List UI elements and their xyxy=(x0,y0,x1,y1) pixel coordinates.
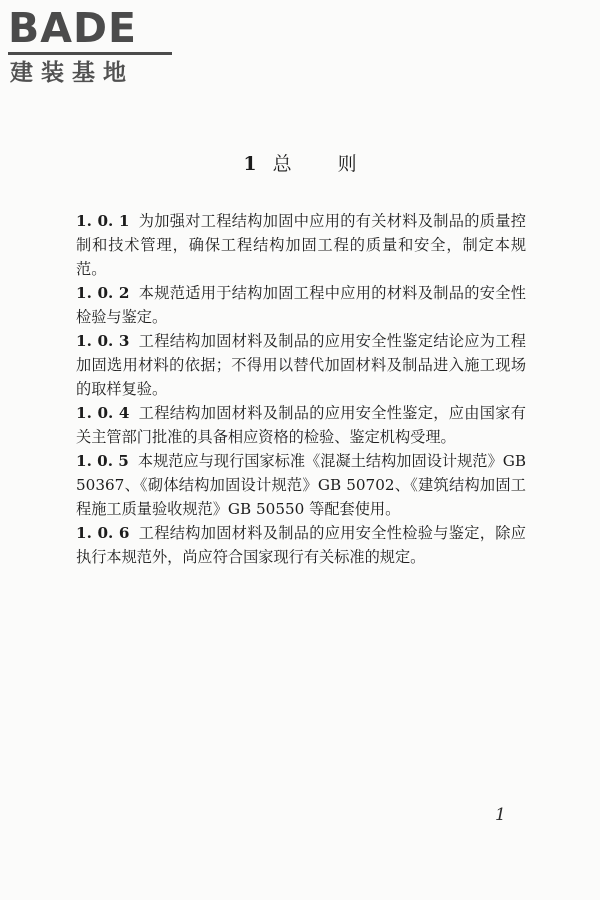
bade-logo xyxy=(8,6,178,86)
clause-number: 1. 0. 3 xyxy=(76,332,130,350)
chapter-number: 1 xyxy=(243,153,257,175)
clause-text: 工程结构加固材料及制品的应用安全性鉴定，应由国家有关主管部门批准的具备相应资格的检验、鉴定机构受理。 xyxy=(76,404,526,446)
clause-1-0-4 xyxy=(76,401,526,449)
chapter-title-char: 则 xyxy=(337,153,357,175)
clause-1-0-5 xyxy=(76,449,526,521)
logo-wordmark: BADE xyxy=(8,4,138,52)
clause-text: 工程结构加固材料及制品的应用安全性检验与鉴定，除应执行本规范外，尚应符合国家现行有关标准的规定。 xyxy=(76,524,526,566)
clause-text: 本规范适用于结构加固工程中应用的材料及制品的安全性检验与鉴定。 xyxy=(76,284,526,326)
clause-text: 为加强对工程结构加固中应用的有关材料及制品的质量控制和技术管理，确保工程结构加固工程的质量和安全，制定本规范。 xyxy=(76,212,526,278)
logo-divider xyxy=(8,52,172,55)
clause-1-0-1 xyxy=(76,209,526,281)
logo-subtitle: 建装基地 xyxy=(10,60,134,86)
page-number: 1 xyxy=(495,805,506,825)
clause-1-0-6 xyxy=(76,521,526,569)
clause-number: 1. 0. 2 xyxy=(76,284,130,302)
clause-number: 1. 0. 1 xyxy=(76,212,130,230)
clause-number: 1. 0. 4 xyxy=(76,404,130,422)
clause-number: 1. 0. 5 xyxy=(76,452,129,470)
clause-1-0-2 xyxy=(76,281,526,329)
clause-text: 工程结构加固材料及制品的应用安全性鉴定结论应为工程加固选用材料的依据；不得用以替代加固材料及制品进入施工现场的取样复验。 xyxy=(76,332,526,398)
chapter-title-char: 总 xyxy=(272,153,338,175)
clause-number: 1. 0. 6 xyxy=(76,524,130,542)
clause-text: 本规范应与现行国家标准《混凝土结构加固设计规范》GB 50367、《砌体结构加固设计规范》GB 50702、《建筑结构加固工程施工质量验收规范》GB 50550 等配套使用。 xyxy=(76,452,527,518)
chapter-title xyxy=(0,150,600,178)
clause-1-0-3 xyxy=(76,329,526,401)
chapter-body xyxy=(76,209,526,569)
